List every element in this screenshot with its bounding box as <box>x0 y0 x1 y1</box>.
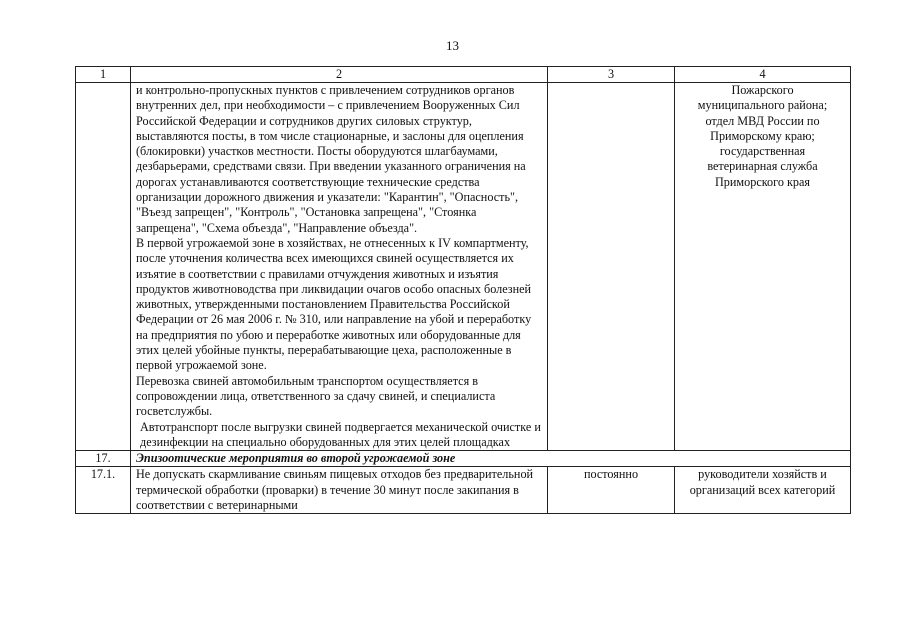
item-deadline: постоянно <box>548 467 675 514</box>
measure-paragraph: В первой угрожаемой зоне в хозяйствах, не отнесенных к IV компартменту, после уточнения количества всех имеющихся свиней осуществляется их изъятие в соответствии с правилами отчуждения животных и изъятия продуктов животноводства при ликвидации очагов особо опасных болезней животных, утвержденными постановлением Правительства Российской Федерации от 26 мая 2006 г. № 310, или направление на убой и переработку на предприятия по убою и переработке животных или оборудованные для этих целей убойные пункты, перерабатывающие цеха, расположенные в первой угрожаемой зоне. <box>136 235 532 373</box>
item-text: Не допускать скармливание свиньям пищевых отходов без предварительной термической обработки (проварки) в течение 30 минут после закипания в соответствии с ветеринарными <box>131 467 548 514</box>
responsible-cell: Пожарского муниципального района; отдел МВД России по Приморскому краю; государственная ветеринарная служба Приморского края <box>675 83 851 451</box>
item-number: 17.1. <box>76 467 131 514</box>
table-header-row <box>76 67 851 83</box>
measure-text <box>131 83 548 451</box>
measure-paragraph: и контрольно-пропускных пунктов с привлечением сотрудников органов внутренних дел, при необходимости – с привлечением Вооруженных Сил Российской Федерации и сотрудников других силовых структур, выставляются посты, в том числе стационарные, и заслоны для оцепления (блокировки) участков местности. Посты оборудуются шлагбаумами, дезбарьерами, средствами связи. При введении указанного ограничения на дорогах устанавливаются соответствующие технические средства организации дорожного движения и указатели: "Карантин", "Опасность", "Въезд запрещен", "Контроль", "Остановка запрещена", "Стоянка запрещена", "Схема объезда", "Направление объезда". <box>136 83 526 235</box>
measure-paragraph: Перевозка свиней автомобильным транспортом осуществляется в сопровождении лица, ответственного за сдачу свиней, и специалиста госветслужбы. <box>136 373 496 419</box>
table-row-item <box>76 467 851 514</box>
section-title: Эпизоотические мероприятия во второй угрожаемой зоне <box>131 451 851 467</box>
column-header-1: 1 <box>76 67 131 83</box>
section-row <box>76 451 851 467</box>
table-row-continuation <box>76 83 851 451</box>
column-header-3: 3 <box>548 67 675 83</box>
page-number: 13 <box>446 38 459 53</box>
item-responsible: руководители хозяйств и организаций всех категорий <box>675 467 851 514</box>
measures-table <box>75 66 851 514</box>
column-header-2: 2 <box>131 67 548 83</box>
row-number <box>76 83 131 451</box>
deadline-cell <box>548 83 675 451</box>
section-number: 17. <box>76 451 131 467</box>
column-header-4: 4 <box>675 67 851 83</box>
measure-paragraph: Автотранспорт после выгрузки свиней подвергается механической очистке и дезинфекции на специально оборудованных для этих целей площадках <box>140 419 541 449</box>
